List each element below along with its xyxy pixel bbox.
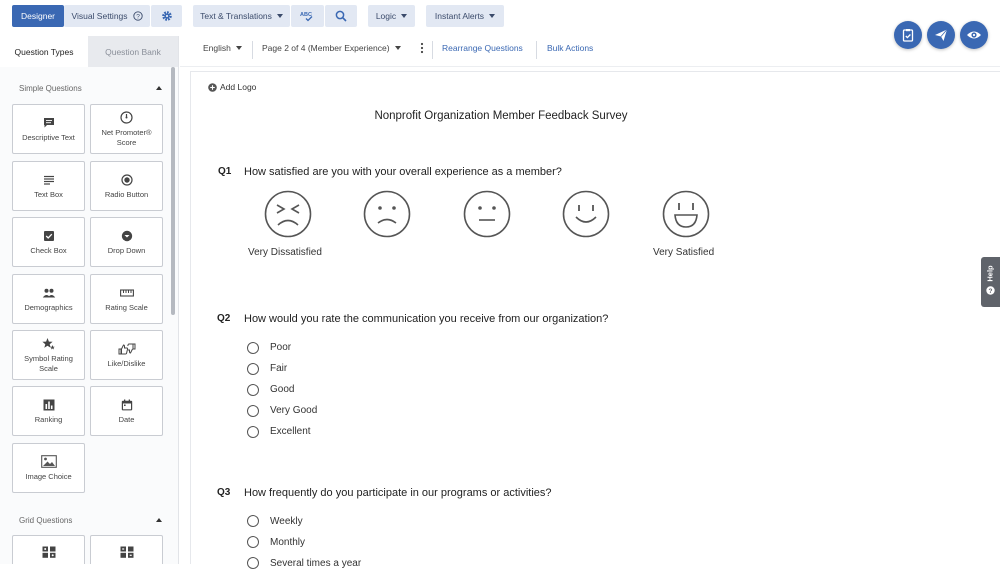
option-label: Several times a year: [270, 558, 362, 569]
option-label: Fair: [270, 363, 288, 374]
bulk-actions-label: Bulk Actions: [547, 43, 594, 53]
option-label: Very Good: [270, 405, 318, 416]
bulk-actions-link[interactable]: [547, 43, 593, 53]
people-icon: [42, 285, 56, 300]
help-circle-icon: [133, 11, 143, 21]
tile-label: Rating Scale: [105, 303, 148, 312]
svg-text:ABC: ABC: [299, 12, 312, 18]
check-box-tile[interactable]: [12, 217, 85, 267]
tile-label: Ranking: [34, 415, 63, 424]
question-mark-icon: [986, 286, 995, 295]
tab-question-types[interactable]: [0, 36, 88, 67]
survey-canvas: [190, 71, 1000, 569]
very-dissatisfied-label: Very Dissatisfied: [248, 247, 322, 258]
logic-label: Logic: [375, 11, 397, 21]
language-label: English: [203, 43, 231, 53]
chevron-down-icon: [236, 46, 242, 50]
divider: [536, 41, 537, 59]
tab-question-types-label: Question Types: [14, 46, 74, 57]
spellcheck-button[interactable]: [291, 5, 324, 27]
plus-circle-icon: [208, 83, 217, 92]
instant-alerts-dropdown[interactable]: [426, 5, 504, 27]
language-dropdown[interactable]: [203, 43, 242, 53]
help-label: Help: [985, 265, 995, 282]
comment-icon: [43, 115, 55, 130]
grid-questions-heading: Grid Questions: [19, 516, 73, 525]
ruler-icon: [120, 285, 134, 300]
option-label: Excellent: [270, 426, 311, 437]
very-satisfied-face-icon[interactable]: [662, 190, 710, 238]
tab-question-bank-label: Question Bank: [105, 46, 161, 57]
tile-label: Drop Down: [107, 246, 146, 255]
simple-questions-heading: Simple Questions: [19, 84, 82, 93]
very-satisfied-label: Very Satisfied: [653, 247, 715, 258]
date-tile[interactable]: [90, 386, 163, 436]
tile-label: Descriptive Text: [22, 133, 75, 142]
grid-question-tile[interactable]: [90, 535, 163, 564]
logic-dropdown[interactable]: [368, 5, 415, 27]
radio-option-weekly[interactable]: [247, 515, 259, 527]
divider: [252, 41, 253, 59]
ranking-tile[interactable]: [12, 386, 85, 436]
tile-label: Image Choice: [25, 472, 72, 481]
net-promoter-score-tile[interactable]: [90, 104, 163, 154]
chevron-down-icon: [401, 14, 407, 18]
page-dropdown[interactable]: [262, 43, 401, 53]
radio-option-very-good[interactable]: [247, 405, 259, 417]
gauge-icon: [120, 110, 133, 125]
text-box-tile[interactable]: [12, 161, 85, 211]
dropdown-icon: [121, 228, 133, 243]
radio-button-tile[interactable]: [90, 161, 163, 211]
thumbs-icon: [118, 341, 136, 356]
gear-icon: [161, 10, 173, 22]
find-replace-button[interactable]: [325, 5, 357, 27]
toolbar-divider: [180, 66, 1000, 67]
radio-option-good[interactable]: [247, 384, 259, 396]
settings-button[interactable]: [151, 5, 182, 27]
help-tab[interactable]: [981, 257, 1000, 307]
rearrange-questions-link[interactable]: [442, 43, 523, 53]
survey-title: Nonprofit Organization Member Feedback Survey: [374, 110, 628, 122]
rating-scale-tile[interactable]: [90, 274, 163, 324]
radio-option-excellent[interactable]: [247, 426, 259, 438]
calendar-icon: [121, 397, 133, 412]
image-icon: [41, 454, 57, 469]
option-label: Weekly: [270, 516, 303, 527]
search-icon: [335, 10, 347, 22]
checkbox-icon: [43, 228, 55, 243]
very-dissatisfied-face-icon[interactable]: [264, 190, 312, 238]
symbol-rating-scale-tile[interactable]: [12, 330, 85, 380]
radio-option-poor[interactable]: [247, 342, 259, 354]
like-dislike-tile[interactable]: [90, 330, 163, 380]
page-options-button[interactable]: [420, 42, 424, 54]
question-types-panel: [0, 36, 179, 564]
image-choice-tile[interactable]: [12, 443, 85, 493]
panel-scrollbar[interactable]: [171, 67, 175, 315]
chevron-up-icon[interactable]: [156, 86, 162, 90]
chevron-up-icon[interactable]: [156, 518, 162, 522]
radio-option-several-times-a-year[interactable]: [247, 557, 259, 569]
question-text: How satisfied are you with your overall experience as a member?: [244, 166, 562, 178]
tile-label: Date: [118, 415, 135, 424]
bar-chart-icon: [43, 397, 55, 412]
dissatisfied-face-icon[interactable]: [363, 190, 411, 238]
grid-icon: [120, 544, 134, 559]
question-number: Q3: [217, 487, 231, 498]
survey-navigation-bar: [180, 37, 1000, 63]
tab-question-bank[interactable]: [88, 36, 178, 67]
svg-text:?: ?: [988, 288, 993, 295]
tile-label: Demographics: [24, 303, 73, 312]
option-label: Monthly: [270, 537, 306, 548]
designer-label: Designer: [20, 11, 56, 21]
option-label: Good: [270, 384, 295, 395]
demographics-tile[interactable]: [12, 274, 85, 324]
page-label: Page 2 of 4 (Member Experience): [262, 43, 390, 53]
question-number: Q1: [218, 166, 232, 177]
visual-settings-button[interactable]: [64, 5, 150, 27]
grid-icon: [42, 544, 56, 559]
spellcheck-icon: [300, 10, 316, 22]
svg-text:?: ?: [135, 13, 140, 21]
add-logo-button[interactable]: [208, 82, 256, 92]
top-toolbar: [0, 0, 1000, 32]
star-icon: [42, 336, 55, 351]
radio-option-fair[interactable]: [247, 363, 259, 375]
descriptive-text-tile[interactable]: [12, 104, 85, 154]
rearrange-questions-label: Rearrange Questions: [442, 43, 523, 53]
tile-label: Radio Button: [104, 190, 149, 199]
add-logo-label: Add Logo: [220, 82, 257, 92]
text-translations-dropdown[interactable]: [193, 5, 290, 27]
visual-settings-label: Visual Settings: [71, 11, 128, 21]
text-lines-icon: [43, 172, 55, 187]
chevron-down-icon: [489, 14, 495, 18]
drop-down-tile[interactable]: [90, 217, 163, 267]
divider: [432, 41, 433, 59]
question-text: How frequently do you participate in our programs or activities?: [244, 487, 552, 499]
radio-icon: [121, 172, 133, 187]
option-label: Poor: [270, 342, 292, 353]
kebab-menu-icon: [420, 42, 424, 54]
tile-label: Like/Dislike: [107, 359, 146, 368]
grid-question-tile[interactable]: [12, 535, 85, 564]
chevron-down-icon: [277, 14, 283, 18]
tile-label: Net Promoter® Score: [101, 128, 152, 147]
designer-button[interactable]: [12, 5, 64, 27]
question-text: How would you rate the communication you receive from our organization?: [244, 313, 609, 325]
radio-option-monthly[interactable]: [247, 536, 259, 548]
question-number: Q2: [217, 313, 231, 324]
tile-label: Symbol Rating Scale: [24, 354, 73, 373]
tile-label: Check Box: [30, 246, 67, 255]
text-translations-label: Text & Translations: [200, 11, 272, 21]
satisfied-face-icon[interactable]: [562, 190, 610, 238]
instant-alerts-label: Instant Alerts: [434, 11, 485, 21]
neutral-face-icon[interactable]: [463, 190, 511, 238]
tile-label: Text Box: [34, 190, 63, 199]
chevron-down-icon: [395, 46, 401, 50]
